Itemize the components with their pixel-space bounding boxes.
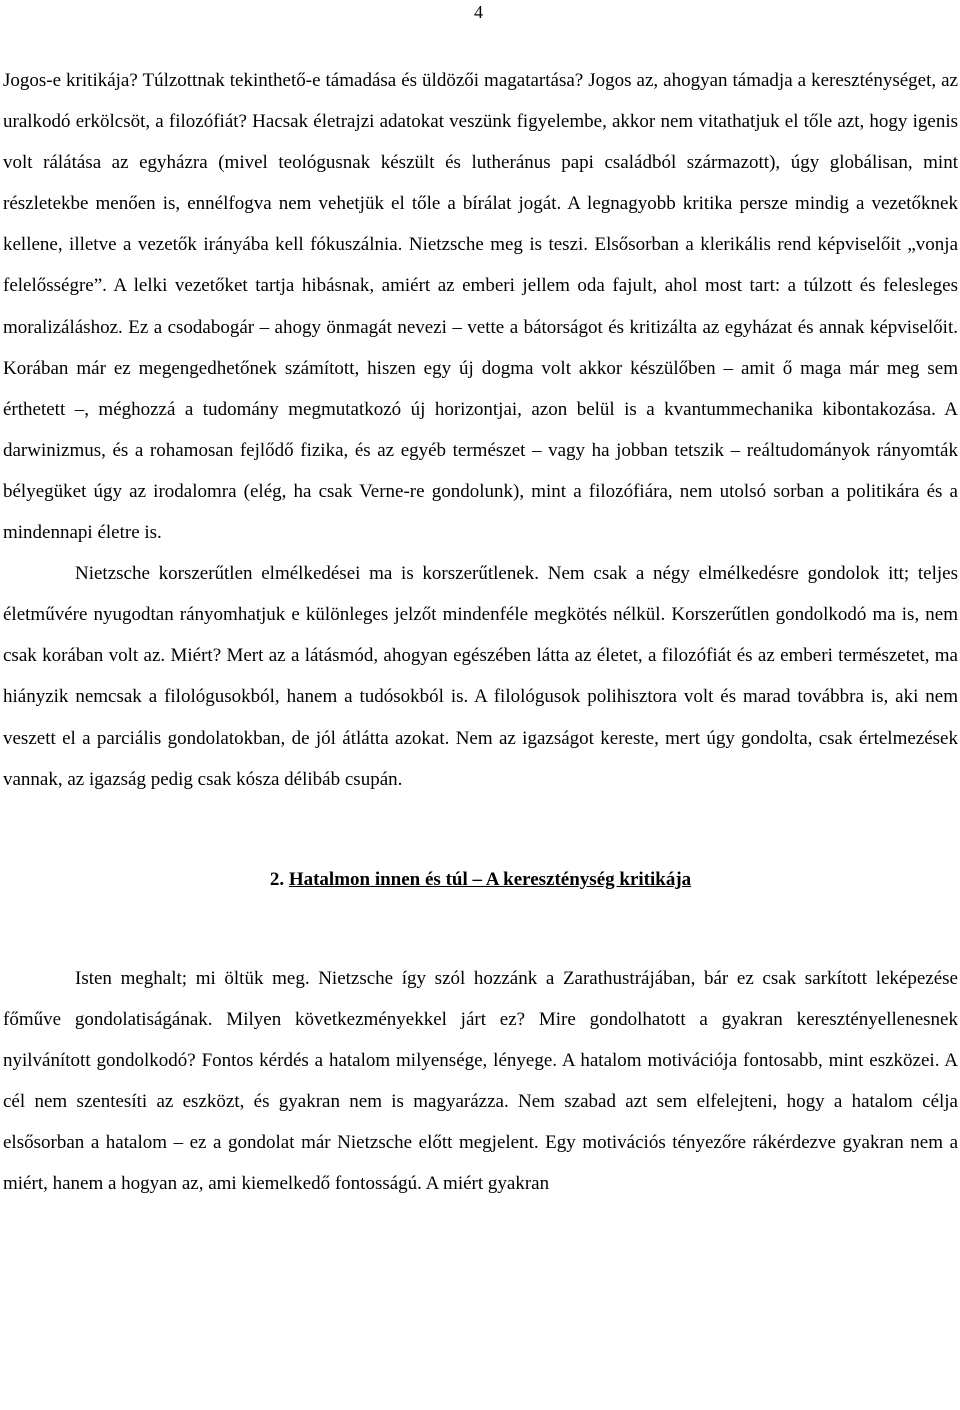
page-number: 4	[474, 2, 483, 22]
paragraph-2: Nietzsche korszerűtlen elmélkedései ma is korszerűtlenek. Nem csak a négy elmélkedésre gondolok itt; teljes életművére nyugodtan rányomhatjuk e különleges jelzőt mindenféle megkötés nélkül. Korszerűtlen gondolkodó ma is, nem csak korában volt az. Miért? Mert az a látásmód, ahogyan egészében látta az életet, a filozófiát és az emberi természetet, ma hiányzik nemcsak a filológusokból, hanem a tudósokból is. A filológusok polihisztora volt és marad továbbra is, aki nem veszett el a parciális gondolatokban, de jól átlátta azokat. Nem az igazságot kereste, mert úgy gondolta, csak értelmezések vannak, az igazság pedig csak kósza délibáb csupán.	[3, 563, 958, 790]
section-title: Hatalmon innen és túl – A kereszténység kritikája	[288, 868, 692, 890]
document-body	[3, 60, 958, 1204]
paragraph-1: Jogos-e kritikája? Túlzottnak tekinthető-e támadása és üldözői magatartása? Jogos az, ahogyan támadja a kereszténységet, az uralkodó erkölcsöt, a filozófiát? Hacsak életrajzi adatokat veszünk figyelembe, akkor nem vitathatjuk el tőle azt, hogy igenis volt rálátása az egyházra (mivel teológusnak készült és lutheránus papi családból származott), úgy globálisan, mint részletekbe menően is, ennélfogva nem vehetjük el tőle a bírálat jogát. A legnagyobb kritika persze mindig a vezetőknek kellene, illetve a vezetők irányába kell fókuszálnia. Nietzsche meg is teszi. Elsősorban a klerikális rend képviselőit „vonja felelősségre”. A lelki vezetőket tartja hibásnak, amiért az emberi jellem oda fajult, ahol most tart: a túlzott és felesleges moralizáláshoz. Ez a csodabogár – ahogy önmagát nevezi – vette a bátorságot és kritizálta az egyházat és annak képviselőit. Korában már ez megengedhetőnek számított, hiszen egy új dogma volt akkor készülőben – amit ő maga már meg sem érthetett –, méghozzá a tudomány megmutatkozó új horizontjai, azon belül is a kvantummechanika kibontakozása. A darwinizmus, és a rohamosan fejlődő fizika, és az egyéb természet – vagy ha jobban tetszik – reáltudományok rányomták bélyegüket úgy az irodalomra (elég, ha csak Verne-re gondolunk), mint a filozófiára, nem utolsó sorban a politikára és a mindennapi életre is.	[3, 70, 958, 544]
section-number: 2.	[269, 868, 285, 890]
section-heading	[3, 859, 958, 900]
paragraph-3: Isten meghalt; mi öltük meg. Nietzsche így szól hozzánk a Zarathustrájában, bár ez csak sarkított leképezése főműve gondolatiságának. Milyen következményekkel járt ez? Mire gondolhatott a gyakran keresztényellenesnek nyilvánított gondolkodó? Fontos kérdés a hatalom milyensége, lényege. A hatalom motivációja fontosabb, mint eszközei. A cél nem szentesíti az eszközt, és gyakran nem is magyarázza. Nem szabad azt sem elfelejteni, hogy a hatalom célja elsősorban a hatalom – ez a gondolat már Nietzsche előtt megjelent. Egy motivációs tényezőre rákérdezve gyakran nem a miért, hanem a hogyan az, ami kiemelkedő fontosságú. A miért gyakran	[3, 967, 958, 1195]
